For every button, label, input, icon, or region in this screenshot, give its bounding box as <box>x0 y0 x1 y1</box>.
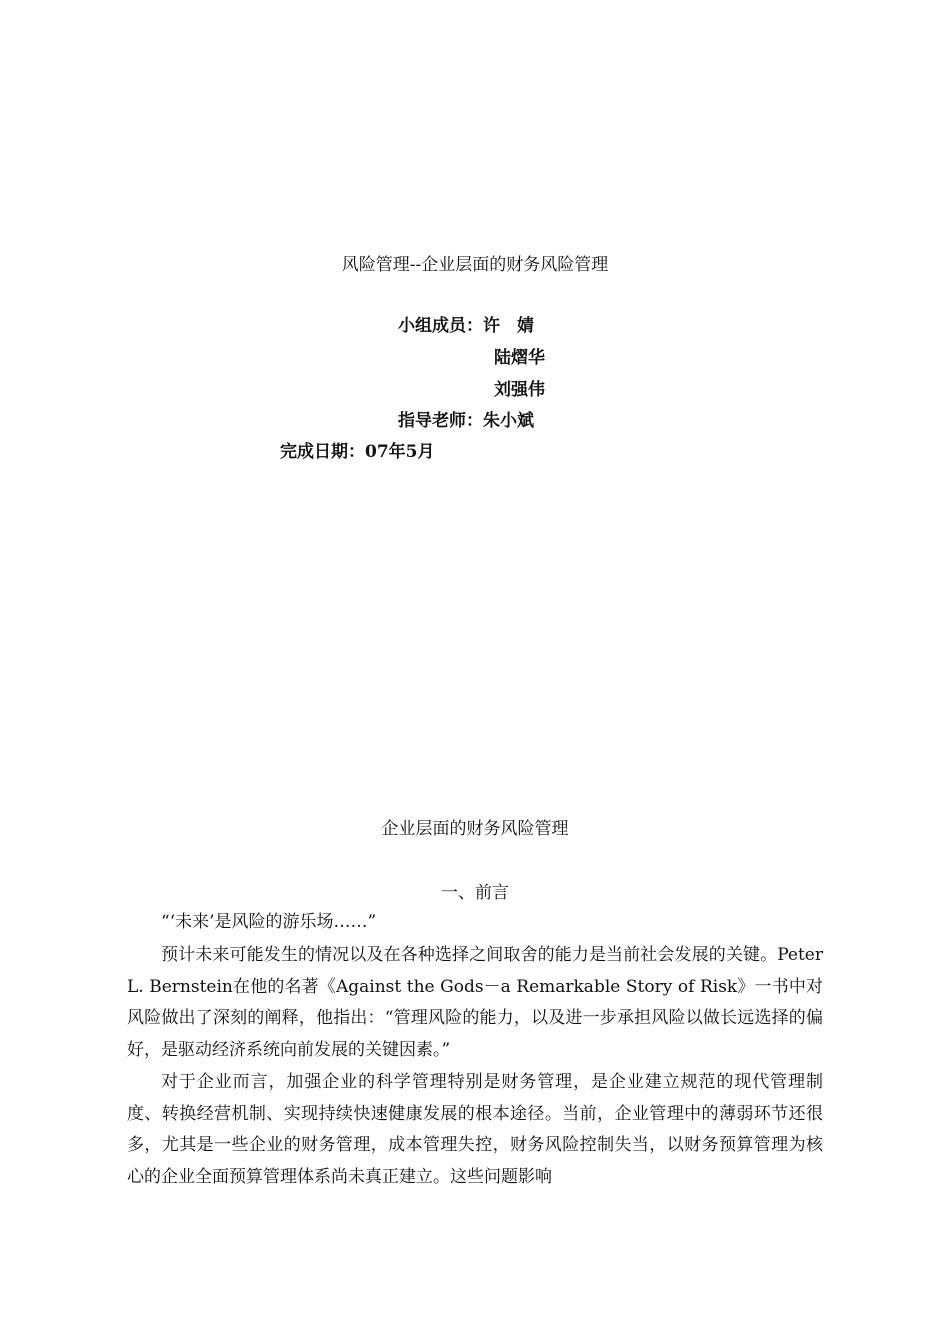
opening-quote: “‘未来’是风险的游乐场……” <box>161 912 377 932</box>
members-label: 小组成员： <box>398 316 483 336</box>
member-name: 许 婧 <box>483 316 534 336</box>
paragraph-2: 对于企业而言，加强企业的科学管理特别是财务管理，是企业建立规范的现代管理制度、转换经营机制、实现持续快速健康发展的根本途径。当前，企业管理中的薄弱环节还很多，尤其是一些企业的财务管理，成本管理失控，财务风险控制失当，以财务预算管理为核心的企业全面预算管理体系尚未真正建立。这些问题影响 <box>127 1072 823 1187</box>
member-name: 陆熠华 <box>494 348 545 368</box>
advisor-row <box>398 410 534 432</box>
member-name: 刘强伟 <box>494 380 545 400</box>
advisor-label: 指导老师： <box>398 411 483 431</box>
completion-date: 完成日期：07年5月 <box>280 442 435 462</box>
advisor-name: 朱小斌 <box>483 411 534 431</box>
paragraph-1: 预计未来可能发生的情况以及在各种选择之间取舍的能力是当前社会发展的关键。Peter L. Bernstein在他的名著《Against the Gods－a Remarkable Story of Risk》一书中对风险做出了深刻的阐释，他指出：“管理风险的能力，以及进一步承担风险以做长远选择的偏好，是驱动经济系统向前发展的关键因素。” <box>127 945 823 1060</box>
section-title: 一、前言 <box>441 883 509 903</box>
cover-title: 风险管理--企业层面的财务风险管理 <box>341 255 609 275</box>
members-row-1 <box>398 315 534 337</box>
body-heading: 企业层面的财务风险管理 <box>381 819 569 839</box>
